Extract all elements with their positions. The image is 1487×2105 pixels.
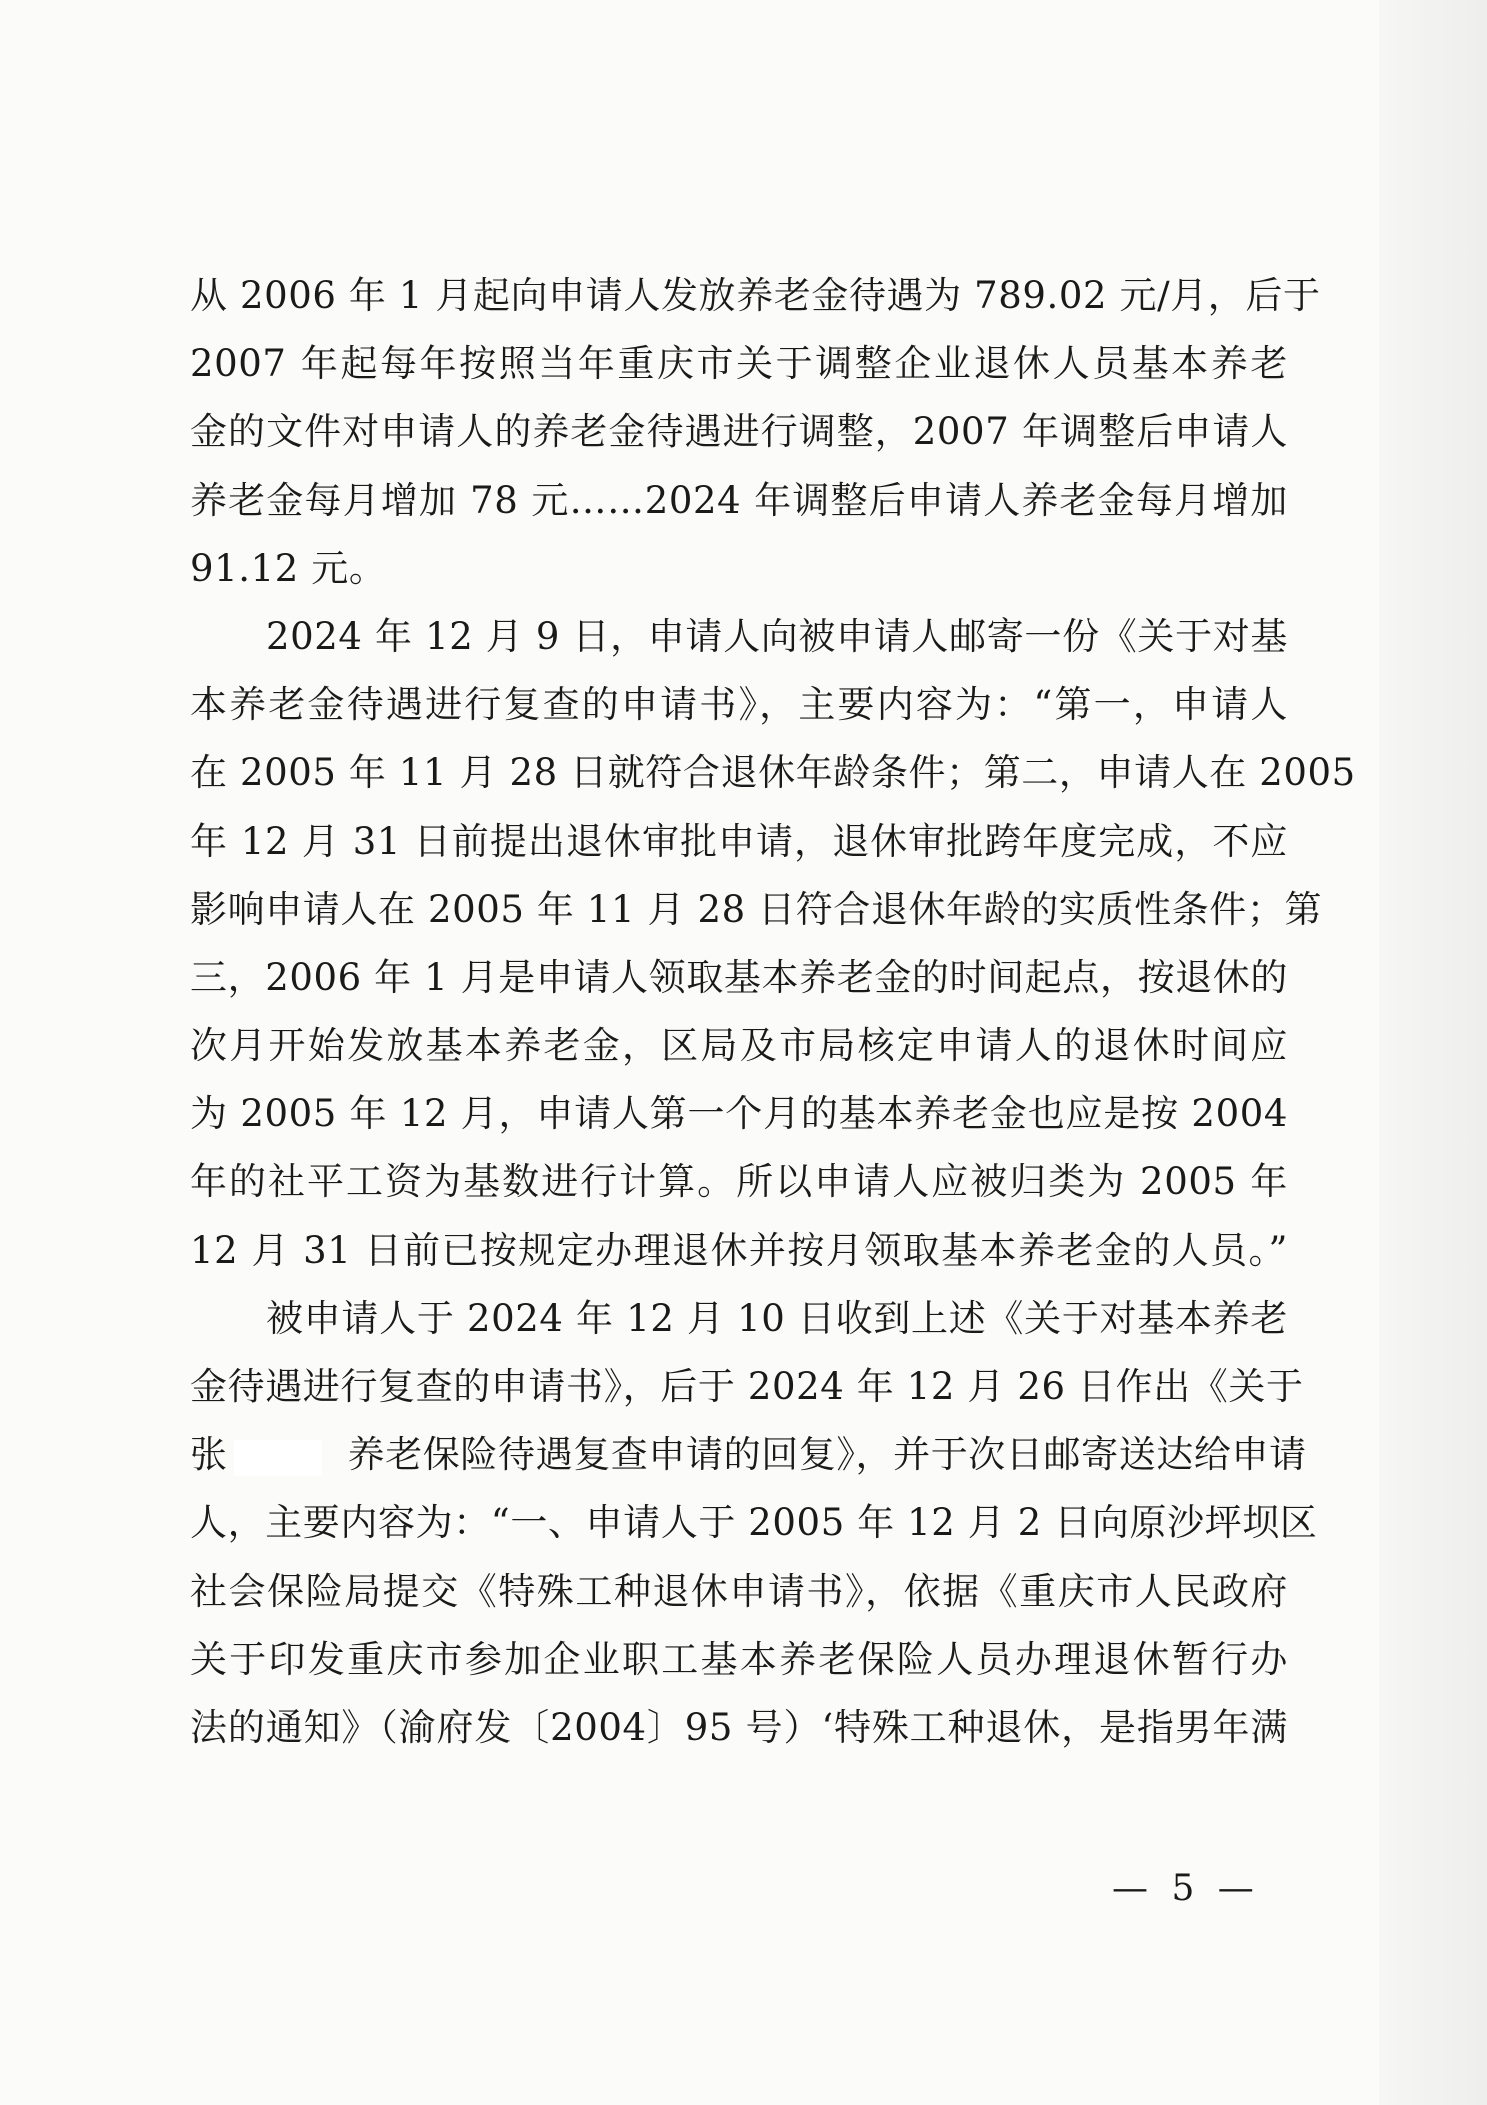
text-line: 社会保险局提交《特殊工种退休申请书》，依据《重庆市人民政府 <box>190 1569 1288 1613</box>
text-line: 年的社平工资为基数进行计算。所以申请人应被归类为 2005 年 <box>190 1160 1288 1204</box>
text-line: 影响申请人在 2005 年 11 月 28 日符合退休年龄的实质性条件；第 <box>190 887 1323 931</box>
text-line: 2024 年 12 月 9 日，申请人向被申请人邮寄一份《关于对基 <box>266 614 1288 658</box>
text-line: 金的文件对申请人的养老金待遇进行调整，2007 年调整后申请人 <box>190 410 1288 454</box>
text-line: 91.12 元。 <box>190 546 387 590</box>
text-line: 为 2005 年 12 月，申请人第一个月的基本养老金也应是按 2004 <box>190 1092 1288 1136</box>
page-number: — 5 — <box>1112 1868 1260 1909</box>
text-line: 三，2006 年 1 月是申请人领取基本养老金的时间起点，按退休的 <box>190 955 1288 999</box>
text-line: 年 12 月 31 日前提出退休审批申请，退休审批跨年度完成，不应 <box>190 819 1288 863</box>
text-line: 在 2005 年 11 月 28 日就符合退休年龄条件；第二，申请人在 2005 <box>190 751 1356 795</box>
text-line: 法的通知》（渝府发〔2004〕95 号）‘特殊工种退休，是指男年满 <box>190 1705 1288 1749</box>
text-line: 被申请人于 2024 年 12 月 10 日收到上述《关于对基本养老 <box>266 1296 1288 1340</box>
redaction-box <box>234 1440 322 1476</box>
scan-edge <box>1379 0 1487 2105</box>
text-line: 养老金每月增加 78 元……2024 年调整后申请人养老金每月增加 <box>190 478 1288 522</box>
text-line: 从 2006 年 1 月起向申请人发放养老金待遇为 789.02 元/月，后于 <box>190 274 1321 317</box>
redacted-text-line <box>190 1421 1307 1489</box>
text-line: 人，主要内容为：“一、申请人于 2005 年 12 月 2 日向原沙坪坝区 <box>190 1501 1318 1545</box>
text-line: 关于印发重庆市参加企业职工基本养老保险人员办理退休暂行办 <box>190 1637 1288 1681</box>
document-body <box>190 262 1356 1762</box>
text-line: 2007 年起每年按照当年重庆市关于调整企业退休人员基本养老 <box>190 342 1288 386</box>
text-line: 本养老金待遇进行复查的申请书》，主要内容为：“第一，申请人 <box>190 683 1288 727</box>
text-before-redaction: 张 <box>190 1433 228 1477</box>
text-after-redaction: 养老保险待遇复查申请的回复》，并于次日邮寄送达给申请 <box>347 1433 1307 1477</box>
text-line: 12 月 31 日前已按规定办理退休并按月领取基本养老金的人员。” <box>190 1228 1288 1272</box>
text-line: 次月开始发放基本养老金，区局及市局核定申请人的退休时间应 <box>190 1024 1288 1068</box>
text-line: 金待遇进行复查的申请书》，后于 2024 年 12 月 26 日作出《关于 <box>190 1365 1304 1408</box>
